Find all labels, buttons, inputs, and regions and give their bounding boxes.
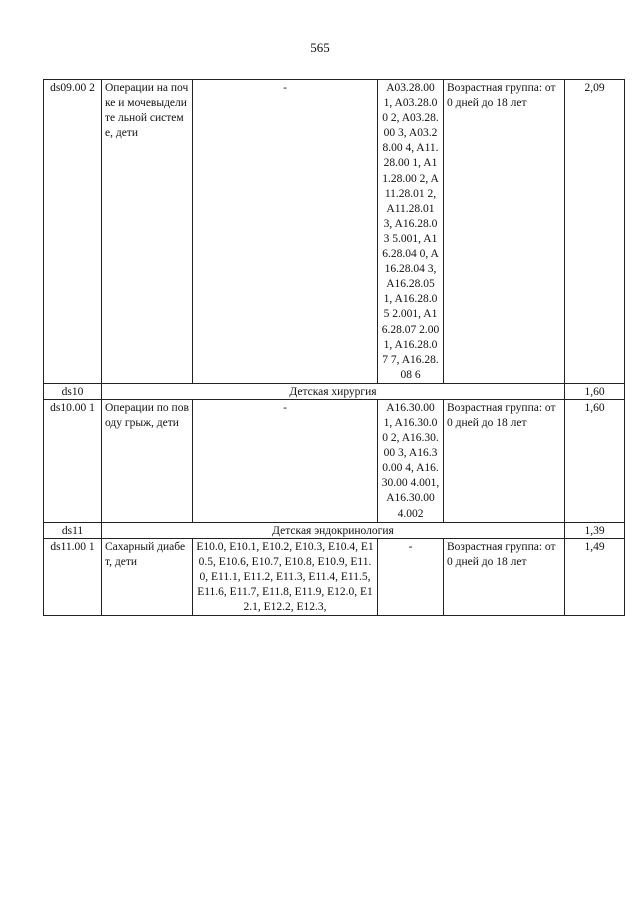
row-service-codes: A16.30.00 1, A16.30.00 2, A16.30.00 3, A16.30.00 4, A16.30.00 4.001, A16.30.00 4.002 [378, 399, 444, 522]
row-name: Операции на почке и мочевыделите льной системе, дети [102, 80, 193, 384]
row-age-group: Возрастная группа: от 0 дней до 18 лет [444, 538, 565, 615]
row-name: Сахарный диабет, дети [102, 538, 193, 615]
row-service-codes: - [378, 538, 444, 615]
row-age-group: Возрастная группа: от 0 дней до 18 лет [444, 80, 565, 384]
row-code: ds11.00 1 [44, 538, 102, 615]
row-code: ds10.00 1 [44, 399, 102, 522]
row-service-codes: A03.28.00 1, A03.28.00 2, A03.28.00 3, A03.28.00 4, A11.28.00 1, A11.28.00 2, A11.28.01 2, A11.28.01 3, A16.28.03 5.001, A16.28.04 0, A16.28.04 3, A16.28.05 1, A16.28.05 2.001, A16.28.07 2.001, A16.28.07 7, A16.28.08 6 [378, 80, 444, 384]
row-code: ds09.00 2 [44, 80, 102, 384]
section-title: Детская эндокринология [102, 522, 565, 538]
row-name: Операции по поводу грыж, дети [102, 399, 193, 522]
table-row [44, 538, 625, 615]
section-row [44, 522, 625, 538]
row-coefficient: 1,49 [565, 538, 625, 615]
row-diagnosis-codes: E10.0, E10.1, E10.2, E10.3, E10.4, E10.5, E10.6, E10.7, E10.8, E10.9, E11.0, E11.1, E11.2, E11.3, E11.4, E11.5, E11.6, E11.7, E11.8, E11.9, E12.0, E12.1, E12.2, E12.3, [193, 538, 378, 615]
section-row [44, 383, 625, 399]
row-diagnosis-codes: - [193, 80, 378, 384]
row-coefficient: 1,60 [565, 399, 625, 522]
table-row [44, 80, 625, 384]
section-coefficient: 1,60 [565, 383, 625, 399]
section-title: Детская хирургия [102, 383, 565, 399]
section-code: ds11 [44, 522, 102, 538]
row-age-group: Возрастная группа: от 0 дней до 18 лет [444, 399, 565, 522]
section-coefficient: 1,39 [565, 522, 625, 538]
row-coefficient: 2,09 [565, 80, 625, 384]
row-diagnosis-codes: - [193, 399, 378, 522]
tariff-table [43, 79, 625, 616]
page-number: 565 [310, 40, 330, 55]
table-row [44, 399, 625, 522]
section-code: ds10 [44, 383, 102, 399]
